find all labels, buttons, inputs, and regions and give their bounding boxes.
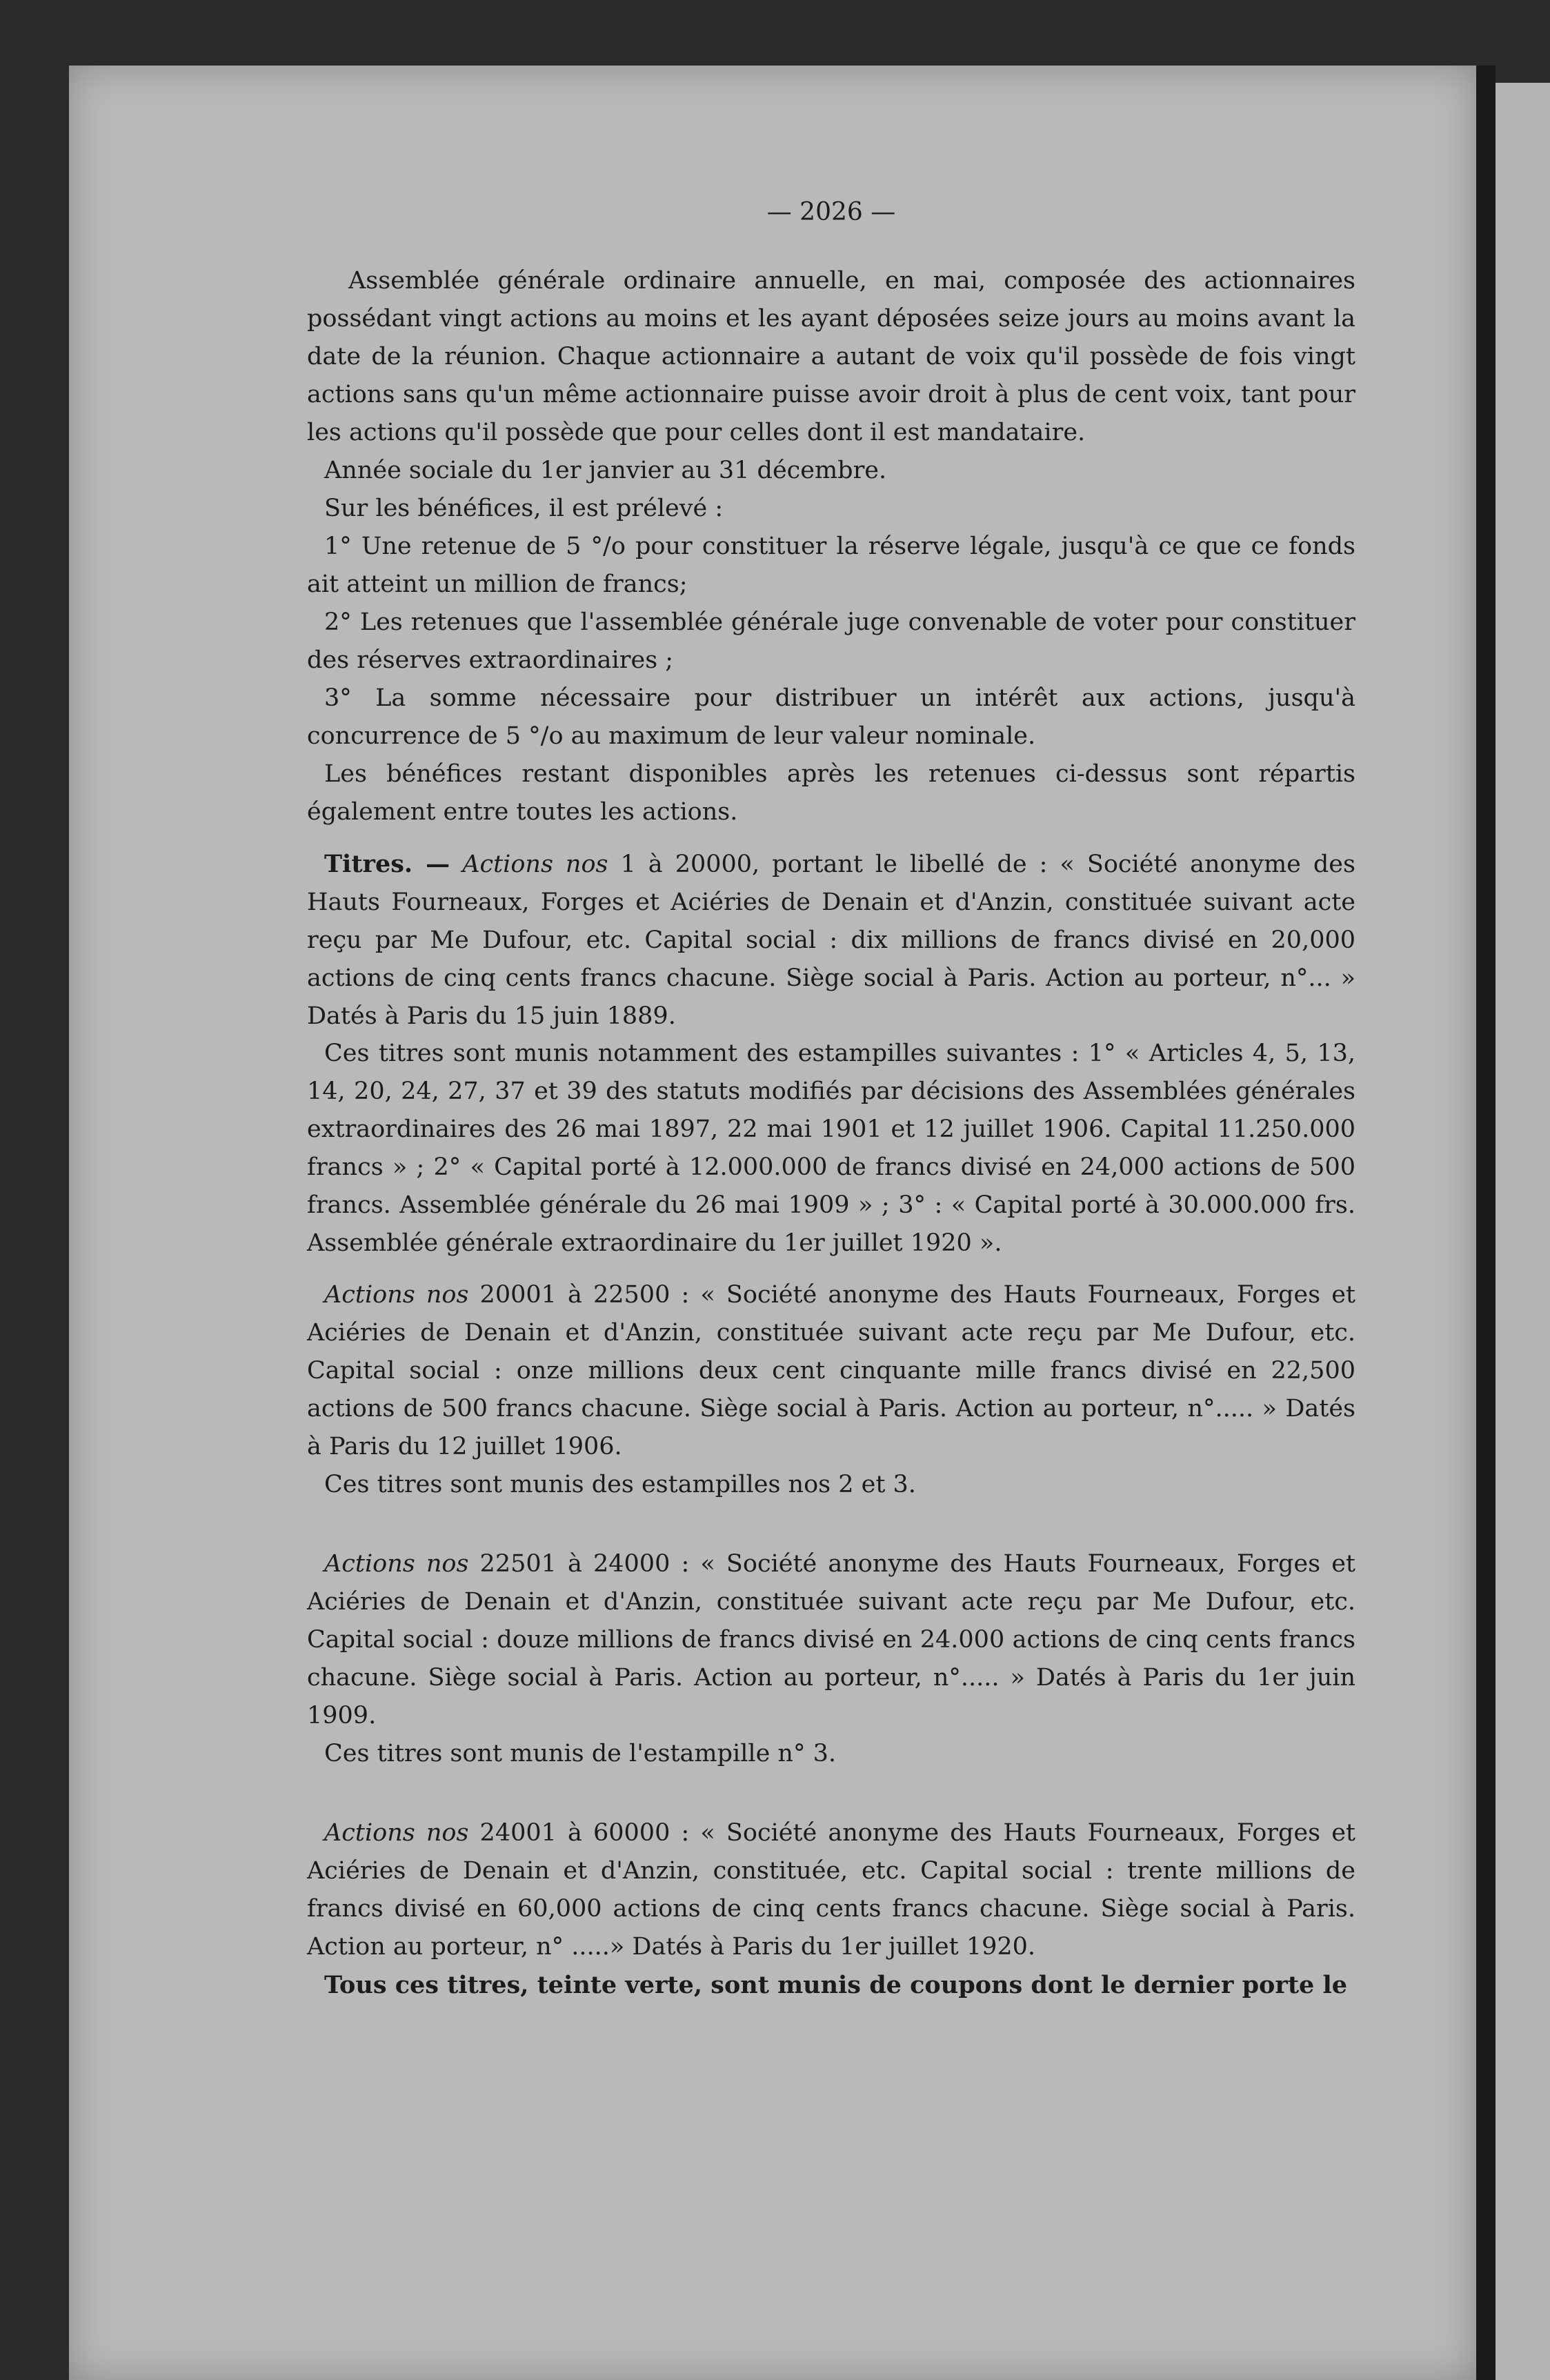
paragraph-actions-24001 (307, 1814, 1355, 1966)
paragraph-estampilles-2-3: Ces titres sont munis des estampilles nos 2 et 3. (324, 1471, 916, 1498)
titres-actions-label: Actions nos (462, 851, 608, 878)
actions-22501-text: 22501 à 24000 : « Société anonyme des Hauts Fourneaux, Forges et Aciéries de Denain et d'Anzin, constituée suivant acte reçu par Me Dufour, etc. Capital social : douze millions de francs divisé en 24.000 actions de cinq cents francs chacune. Siège social à Paris. Action au porteur, n°..... » Datés à Paris du 1er juin 1909. (307, 1550, 1355, 1729)
book-spine-shadow (1476, 66, 1496, 2380)
paragraph-estampille-3: Ces titres sont munis de l'estampille n° 3. (324, 1740, 836, 1767)
paragraph-actions-20001 (307, 1276, 1355, 1466)
actions-22501-label: Actions nos (324, 1550, 469, 1578)
paragraph-retenue-2: 2° Les retenues que l'assemblée générale juge convenable de voter pour constituer des réserves extraordinaires ; (307, 608, 1355, 674)
actions-24001-label: Actions nos (324, 1819, 469, 1847)
adjacent-page-edge (1496, 83, 1550, 2380)
paragraph-annee-sociale: Année sociale du 1er janvier au 31 décembre. (324, 457, 887, 484)
titres-text: 1 à 20000, portant le libellé de : « Société anonyme des Hauts Fourneaux, Forges et Aciéries de Denain et d'Anzin, constituée suivant acte reçu par Me Dufour, etc. Capital social : dix millions de francs divisé en 20,000 actions de cinq cents francs chacune. Siège social à Paris. Action au porteur, n°... » Datés à Paris du 15 juin 1889. (307, 851, 1355, 1030)
titres-label: Titres. — (324, 850, 450, 878)
actions-24001-text: 24001 à 60000 : « Société anonyme des Hauts Fourneaux, Forges et Aciéries de Denain et d'Anzin, constituée, etc. Capital social : trente millions de francs divisé en 60,000 actions de cinq cents francs chacune. Siège social à Paris. Action au porteur, n° .....» Datés à Paris du 1er juillet 1920. (307, 1819, 1355, 1961)
paragraph-retenue-3: 3° La somme nécessaire pour distribuer un intérêt aux actions, jusqu'à concurrence de 5 °/o au maximum de leur valeur nominale. (307, 684, 1355, 750)
paragraph-retenue-1: 1° Une retenue de 5 °/o pour constituer la réserve légale, jusqu'à ce que ce fonds ait atteint un million de francs; (307, 533, 1355, 598)
paragraph-actions-22501 (307, 1545, 1355, 1735)
actions-20001-label: Actions nos (324, 1281, 469, 1309)
paragraph-repartition: Les bénéfices restant disponibles après les retenues ci-dessus sont répartis également entre toutes les actions. (307, 760, 1355, 826)
paragraph-estampilles: Ces titres sont munis notamment des estampilles suivantes : 1° « Articles 4, 5, 13, 14, 20, 24, 27, 37 et 39 des statuts modifiés par décisions des Assemblées générales extraordinaires des 26 mai 1897, 22 mai 1901 et 12 juillet 1906. Capital 11.250.000 francs » ; 2° « Capital porté à 12.000.000 de francs divisé en 24,000 actions de 500 francs. Assemblée générale du 26 mai 1909 » ; 3° : « Capital porté à 30.000.000 frs. Assemblée générale extraordinaire du 1er juillet 1920 ». (307, 1040, 1355, 1257)
paragraph-titres (307, 845, 1355, 1035)
page-number: — 2026 — (766, 198, 896, 226)
actions-20001-text: 20001 à 22500 : « Société anonyme des Hauts Fourneaux, Forges et Aciéries de Denain et d'Anzin, constituée suivant acte reçu par Me Dufour, etc. Capital social : onze millions deux cent cinquante mille francs divisé en 22,500 actions de 500 francs chacune. Siège social à Paris. Action au porteur, n°..... » Datés à Paris du 12 juillet 1906. (307, 1281, 1355, 1460)
paragraph-assemblee: Assemblée générale ordinaire annuelle, en mai, composée des actionnaires possédant vingt actions au moins et les ayant déposées seize jours au moins avant la date de la réunion. Chaque actionnaire a autant de voix qu'il possède de fois vingt actions sans qu'un même actionnaire puisse avoir droit à plus de cent voix, tant pour les actions qu'il possède que pour celles dont il est mandataire. (307, 267, 1355, 446)
paragraph-benefices-intro: Sur les bénéfices, il est prélevé : (324, 495, 724, 522)
paragraph-coupons: Tous ces titres, teinte verte, sont munis de coupons dont le dernier porte le (324, 1971, 1348, 1999)
